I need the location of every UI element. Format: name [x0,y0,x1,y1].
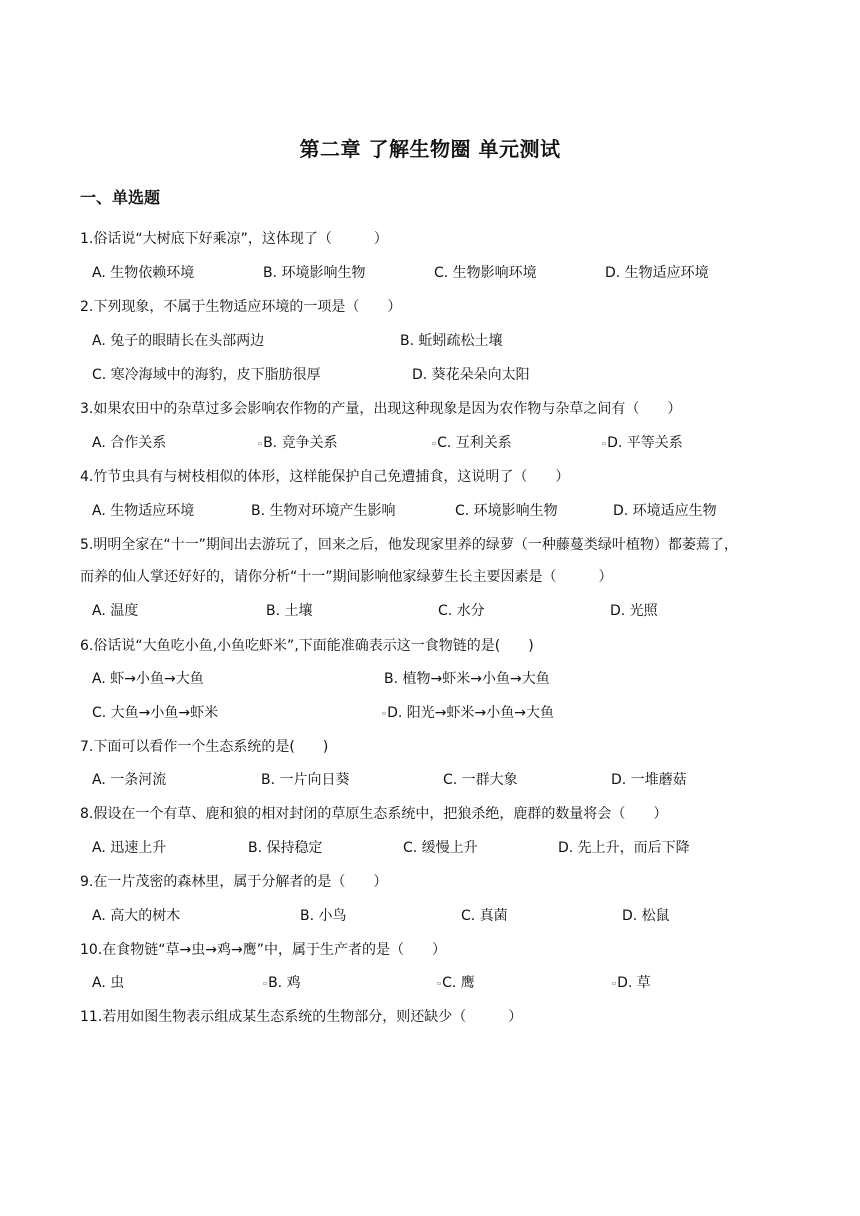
question-1-stem: 1.俗话说“大树底下好乘凉”，这体现了（ ） [80,231,388,247]
option-6c[interactable]: C. 大鱼→小鱼→虾米 [92,705,219,721]
option-3c[interactable] [432,432,512,452]
option-3a[interactable]: A. 合作关系 [92,435,167,451]
option-1a[interactable]: A. 生物依赖环境 [92,265,195,281]
option-8d[interactable]: D. 先上升，而后下降 [558,840,690,856]
option-1d[interactable]: D. 生物适应环境 [605,265,709,281]
question-5-stem-cont: 而养的仙人掌还好好的，请你分析“十一”期间影响他家绿萝生长主要因素是（ ） [80,569,613,585]
option-4d[interactable]: D. 环境适应生物 [613,503,717,519]
option-10b[interactable] [263,972,301,992]
section-title: 一、单选题 [80,188,161,207]
option-8c[interactable]: C. 缓慢上升 [403,840,478,856]
option-5d[interactable]: D. 光照 [610,603,658,619]
option-5a[interactable]: A. 温度 [92,603,139,619]
option-3d[interactable] [602,432,683,452]
option-3b[interactable] [258,432,338,452]
option-2c[interactable]: C. 寒冷海域中的海豹，皮下脂肪很厚 [92,367,321,383]
option-7d[interactable]: D. 一堆蘑菇 [611,772,687,788]
question-6-stem: 6.俗话说“大鱼吃小鱼,小鱼吃虾米”,下面能准确表示这一食物链的是( ) [80,638,534,654]
bullet-marker: ▫ [382,709,387,717]
option-5c[interactable]: C. 水分 [438,603,485,619]
bullet-marker: ▫ [432,439,437,447]
option-7c[interactable]: C. 一群大象 [443,772,518,788]
option-9a[interactable]: A. 高大的树木 [92,908,181,924]
question-8-stem: 8.假设在一个有草、鹿和狼的相对封闭的草原生态系统中，把狼杀绝，鹿群的数量将会（ ） [80,806,668,822]
option-8b[interactable]: B. 保持稳定 [248,840,323,856]
question-3-stem: 3.如果农田中的杂草过多会影响农作物的产量，出现这种现象是因为农作物与杂草之间有（ ） [80,401,682,417]
option-3b-label: B. 竞争关系 [263,435,338,451]
option-3d-label: D. 平等关系 [607,435,683,451]
bullet-marker: ▫ [258,439,263,447]
option-3c-label: C. 互利关系 [437,435,512,451]
page-title: 第二章 了解生物圈 单元测试 [299,137,561,161]
option-2a[interactable]: A. 兔子的眼睛长在头部两边 [92,333,265,349]
option-9d[interactable]: D. 松鼠 [622,908,670,924]
option-1b[interactable]: B. 环境影响生物 [263,265,366,281]
option-10c-label: C. 鹰 [442,975,475,991]
option-6a[interactable]: A. 虾→小鱼→大鱼 [92,671,204,687]
option-2d[interactable]: D. 葵花朵朵向太阳 [412,367,530,383]
option-7a[interactable]: A. 一条河流 [92,772,167,788]
option-1c[interactable]: C. 生物影响环境 [434,265,537,281]
bullet-marker: ▫ [437,979,442,987]
option-2b[interactable]: B. 蚯蚓疏松土壤 [400,333,503,349]
question-9-stem: 9.在一片茂密的森林里，属于分解者的是（ ） [80,874,388,890]
option-4a[interactable]: A. 生物适应环境 [92,503,195,519]
option-10a[interactable]: A. 虫 [92,975,125,991]
question-2-stem: 2.下列现象，不属于生物适应环境的一项是（ ） [80,299,402,315]
option-6b[interactable]: B. 植物→虾米→小鱼→大鱼 [384,671,550,687]
option-5b[interactable]: B. 土壤 [266,603,313,619]
bullet-marker: ▫ [612,979,617,987]
option-4c[interactable]: C. 环境影响生物 [455,503,558,519]
option-7b[interactable]: B. 一片向日葵 [261,772,350,788]
question-10-stem: 10.在食物链“草→虫→鸡→鹰”中，属于生产者的是（ ） [80,942,446,958]
question-11-stem: 11.若用如图生物表示组成某生态系统的生物部分，则还缺少（ ） [80,1009,523,1025]
option-9c[interactable]: C. 真菌 [461,908,508,924]
option-6d[interactable] [382,702,554,722]
option-9b[interactable]: B. 小鸟 [300,908,347,924]
question-4-stem: 4.竹节虫具有与树枝相似的体形，这样能保护自己免遭捕食，这说明了（ ） [80,469,570,485]
question-5-stem: 5.明明全家在“十一”期间出去游玩了，回来之后，他发现家里养的绿萝（一种藤蔓类绿叶植物）都萎蔫了， [80,537,738,553]
option-6d-label: D. 阳光→虾米→小鱼→大鱼 [387,705,554,721]
bullet-marker: ▫ [263,979,268,987]
question-7-stem: 7.下面可以看作一个生态系统的是( ) [80,739,329,755]
option-10c[interactable] [437,972,475,992]
option-10d[interactable] [612,972,651,992]
option-4b[interactable]: B. 生物对环境产生影响 [251,503,396,519]
bullet-marker: ▫ [602,439,607,447]
option-10d-label: D. 草 [617,975,651,991]
option-8a[interactable]: A. 迅速上升 [92,840,167,856]
option-10b-label: B. 鸡 [268,975,301,991]
